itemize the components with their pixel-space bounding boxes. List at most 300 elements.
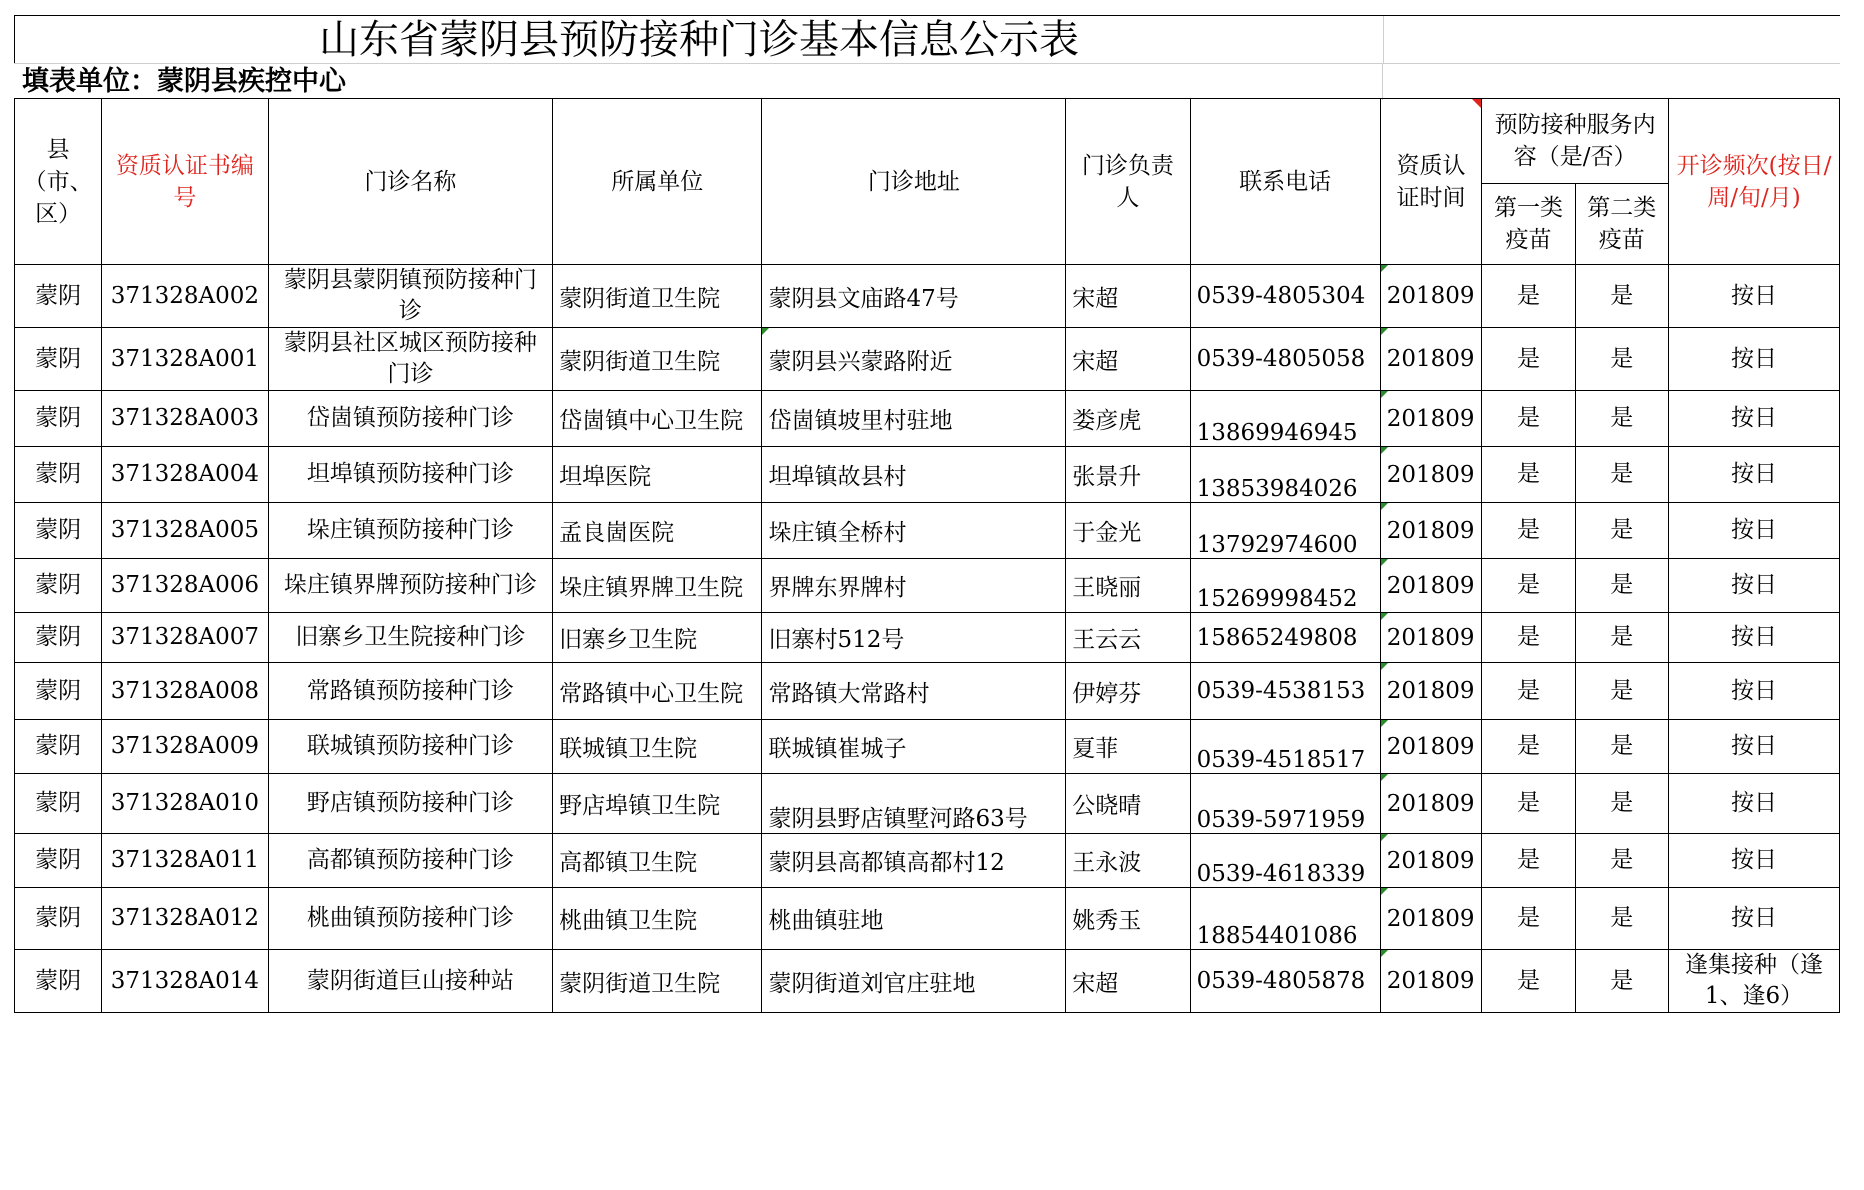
cell-cert-no[interactable] <box>102 503 268 559</box>
cell-head[interactable] <box>1066 328 1190 391</box>
cell-address[interactable] <box>762 559 1066 613</box>
cell-clinic-name[interactable] <box>268 720 553 774</box>
header-row <box>15 99 1840 184</box>
cell-county[interactable] <box>15 663 102 720</box>
cell-frequency-text: 按日 <box>1730 282 1777 309</box>
cell-county-text: 蒙阴 <box>35 905 82 931</box>
cell-head[interactable] <box>1066 559 1190 613</box>
cell-cert-time-text: 201809 <box>1386 847 1475 874</box>
cell-head-text: 宋超 <box>1072 285 1119 312</box>
cell-affiliation[interactable] <box>553 888 762 950</box>
cell-clinic-name[interactable] <box>268 503 553 559</box>
cell-cert-no[interactable] <box>102 265 268 328</box>
cell-phone[interactable] <box>1190 888 1380 950</box>
cell-cert-time[interactable] <box>1380 391 1482 447</box>
cell-frequency[interactable] <box>1668 888 1839 950</box>
cell-address[interactable] <box>762 613 1066 663</box>
cell-county[interactable] <box>15 391 102 447</box>
cell-clinic-name[interactable] <box>268 265 553 328</box>
cell-frequency-text: 按日 <box>1730 790 1777 816</box>
cell-class1-text: 是 <box>1517 790 1540 816</box>
cell-county-text: 蒙阴 <box>35 733 82 759</box>
cell-address[interactable] <box>762 888 1066 950</box>
cell-phone[interactable] <box>1190 447 1380 503</box>
cell-address-text: 常路镇大常路村 <box>768 680 930 707</box>
header-phone[interactable]: 联系电话 <box>1190 99 1380 265</box>
cell-cert-time[interactable] <box>1380 774 1482 834</box>
cell-class1-text: 是 <box>1517 847 1540 873</box>
cell-cert-no-text: 371328A004 <box>110 461 260 487</box>
cell-address-text: 坦埠镇故县村 <box>768 464 907 490</box>
cell-frequency-text: 按日 <box>1730 733 1777 759</box>
cell-phone[interactable] <box>1190 559 1380 613</box>
comment-indicator-icon <box>1381 663 1388 670</box>
cell-frequency-text: 按日 <box>1730 517 1777 543</box>
cell-phone-text: 15269998452 <box>1196 586 1358 612</box>
header-class1[interactable]: 第一类疫苗 <box>1482 184 1575 265</box>
cell-frequency[interactable] <box>1668 503 1839 559</box>
cell-class1-text: 是 <box>1517 517 1540 543</box>
cell-class1[interactable] <box>1482 447 1575 503</box>
cell-cert-no-text: 371328A006 <box>110 572 260 598</box>
cell-frequency[interactable] <box>1668 613 1839 663</box>
cell-county[interactable] <box>15 613 102 663</box>
cell-cert-no-text: 371328A010 <box>110 790 260 816</box>
cell-phone-text: 15865249808 <box>1196 624 1358 651</box>
clinic-table <box>14 98 1840 1013</box>
cell-cert-time[interactable] <box>1380 720 1482 774</box>
cell-county[interactable] <box>15 503 102 559</box>
cell-class2[interactable] <box>1575 834 1668 888</box>
cell-address[interactable] <box>762 774 1066 834</box>
cell-class1[interactable] <box>1482 265 1575 328</box>
cell-head[interactable] <box>1066 663 1190 720</box>
cell-cert-no[interactable] <box>102 391 268 447</box>
cell-frequency[interactable] <box>1668 834 1839 888</box>
cell-address-text: 蒙阴街道刘官庄驻地 <box>768 970 976 997</box>
cell-head-text: 伊婷芬 <box>1072 680 1142 707</box>
cell-head[interactable] <box>1066 834 1190 888</box>
cell-frequency[interactable] <box>1668 328 1839 391</box>
cell-class1[interactable] <box>1482 774 1575 834</box>
table-row <box>15 265 1840 328</box>
cell-address-text: 蒙阴县文庙路47号 <box>768 285 959 312</box>
cell-class2-text: 是 <box>1610 733 1634 759</box>
header-clinic-name[interactable]: 门诊名称 <box>268 99 553 265</box>
cell-clinic-name-text: 蒙阴街道巨山接种站 <box>306 967 514 994</box>
cell-cert-no-text: 371328A008 <box>110 677 260 704</box>
cell-class2[interactable] <box>1575 391 1668 447</box>
cell-affiliation-text: 蒙阴街道卫生院 <box>559 285 721 312</box>
table-row <box>15 559 1840 613</box>
cell-county-text: 蒙阴 <box>35 345 82 372</box>
cell-affiliation-text: 桃曲镇卫生院 <box>559 908 698 934</box>
cell-address-text: 界牌东界牌村 <box>768 575 907 601</box>
cell-head[interactable] <box>1066 720 1190 774</box>
comment-indicator-icon <box>1381 503 1388 510</box>
cell-cert-no-text: 371328A012 <box>110 905 260 931</box>
unit-empty-cell[interactable] <box>1382 64 1840 100</box>
cell-affiliation[interactable] <box>553 950 762 1013</box>
cell-phone[interactable] <box>1190 663 1380 720</box>
cell-county-text: 蒙阴 <box>35 624 82 650</box>
cell-class1[interactable] <box>1482 950 1575 1013</box>
cell-head-text: 张景升 <box>1072 464 1142 490</box>
cell-phone[interactable] <box>1190 328 1380 391</box>
cell-class2[interactable] <box>1575 265 1668 328</box>
cell-address[interactable] <box>762 834 1066 888</box>
cell-frequency-text: 逢集接种（逢1、逢6） <box>1684 952 1823 1009</box>
cell-class1-text: 是 <box>1517 905 1540 931</box>
cell-class1[interactable] <box>1482 613 1575 663</box>
cell-class2-text: 是 <box>1610 572 1634 598</box>
cell-county[interactable] <box>15 774 102 834</box>
cell-class2-text: 是 <box>1610 517 1634 543</box>
cell-cert-no-text: 371328A009 <box>110 733 260 759</box>
cell-class2[interactable] <box>1575 328 1668 391</box>
cell-cert-no[interactable] <box>102 720 268 774</box>
cell-affiliation-text: 岱崮镇中心卫生院 <box>559 408 744 434</box>
cell-head[interactable] <box>1066 265 1190 328</box>
cell-class1-text: 是 <box>1517 677 1540 704</box>
cell-cert-no-text: 371328A002 <box>110 282 260 309</box>
comment-indicator-icon <box>1381 613 1388 620</box>
cell-head-text: 宋超 <box>1072 348 1119 375</box>
cell-address[interactable] <box>762 391 1066 447</box>
cell-clinic-name[interactable] <box>268 391 553 447</box>
cell-cert-no[interactable] <box>102 834 268 888</box>
table-row <box>15 720 1840 774</box>
cell-clinic-name[interactable] <box>268 663 553 720</box>
cell-clinic-name-text: 垛庄镇预防接种门诊 <box>306 517 514 543</box>
cell-frequency[interactable] <box>1668 447 1839 503</box>
cell-cert-time[interactable] <box>1380 888 1482 950</box>
cell-frequency-text: 按日 <box>1730 624 1777 650</box>
cell-affiliation-text: 旧寨乡卫生院 <box>559 627 698 653</box>
comment-marker-icon[interactable] <box>1472 99 1481 108</box>
cell-class2-text: 是 <box>1610 847 1634 873</box>
cell-cert-no[interactable] <box>102 447 268 503</box>
cell-county[interactable] <box>15 265 102 328</box>
cell-class2[interactable] <box>1575 888 1668 950</box>
comment-indicator-icon <box>1381 265 1388 272</box>
cell-cert-time[interactable] <box>1380 950 1482 1013</box>
cell-frequency-text: 按日 <box>1730 905 1777 931</box>
cell-address[interactable] <box>762 447 1066 503</box>
cell-head-text: 王永波 <box>1072 850 1142 876</box>
cell-affiliation-text: 坦埠医院 <box>559 464 652 490</box>
cell-clinic-name[interactable] <box>268 950 553 1013</box>
cell-clinic-name[interactable] <box>268 834 553 888</box>
header-class2[interactable]: 第二类疫苗 <box>1575 184 1668 265</box>
table-row <box>15 328 1840 391</box>
table-row <box>15 503 1840 559</box>
comment-indicator-icon <box>1381 774 1388 781</box>
cell-clinic-name[interactable] <box>268 559 553 613</box>
cell-cert-no-text: 371328A001 <box>110 345 260 372</box>
cell-cert-time[interactable] <box>1380 503 1482 559</box>
cell-frequency[interactable] <box>1668 720 1839 774</box>
cell-affiliation[interactable] <box>553 663 762 720</box>
cell-cert-time[interactable] <box>1380 328 1482 391</box>
cell-address[interactable] <box>762 503 1066 559</box>
cell-cert-no-text: 371328A003 <box>110 405 260 431</box>
cell-phone[interactable] <box>1190 834 1380 888</box>
cell-class2[interactable] <box>1575 613 1668 663</box>
cell-affiliation-text: 高都镇卫生院 <box>559 850 698 876</box>
header-address[interactable]: 门诊地址 <box>762 99 1066 265</box>
cell-clinic-name[interactable] <box>268 888 553 950</box>
cell-affiliation[interactable] <box>553 613 762 663</box>
cell-class1[interactable] <box>1482 328 1575 391</box>
cell-class1-text: 是 <box>1517 624 1540 650</box>
cell-county[interactable] <box>15 950 102 1013</box>
cell-affiliation-text: 蒙阴街道卫生院 <box>559 970 721 997</box>
cell-cert-no-text: 371328A011 <box>110 847 260 873</box>
comment-indicator-icon <box>1381 720 1388 727</box>
title-row <box>14 15 1840 63</box>
cell-affiliation-text: 垛庄镇界牌卫生院 <box>559 575 744 601</box>
cell-affiliation[interactable] <box>553 774 762 834</box>
header-cert-no[interactable]: 资质认证书编号 <box>102 99 268 265</box>
cell-address[interactable] <box>762 328 1066 391</box>
cell-clinic-name-text: 蒙阴县社区城区预防接种门诊 <box>283 330 537 387</box>
cell-head-text: 公晓晴 <box>1072 793 1142 819</box>
cell-affiliation[interactable] <box>553 265 762 328</box>
cell-clinic-name[interactable] <box>268 613 553 663</box>
cell-class1[interactable] <box>1482 559 1575 613</box>
cell-cert-no[interactable] <box>102 888 268 950</box>
cell-county-text: 蒙阴 <box>35 282 82 309</box>
cell-cert-time-text: 201809 <box>1386 283 1475 309</box>
cell-phone-text: 0539-4538153 <box>1196 678 1366 704</box>
cell-affiliation[interactable] <box>553 391 762 447</box>
cell-clinic-name[interactable] <box>268 774 553 834</box>
cell-cert-no[interactable] <box>102 774 268 834</box>
cell-cert-time-text: 201809 <box>1386 517 1475 544</box>
cell-cert-time-text: 201809 <box>1386 572 1475 599</box>
cell-county-text: 蒙阴 <box>35 517 82 543</box>
cell-cert-time-text: 201809 <box>1386 905 1475 932</box>
cell-class2[interactable] <box>1575 447 1668 503</box>
unit-label: 填表单位：蒙阴县疾控中心 <box>22 66 346 97</box>
cell-address[interactable] <box>762 663 1066 720</box>
cell-cert-time[interactable] <box>1380 447 1482 503</box>
comment-indicator-icon <box>762 328 769 335</box>
cell-affiliation[interactable] <box>553 328 762 391</box>
cell-cert-no[interactable] <box>102 950 268 1013</box>
table-row <box>15 447 1840 503</box>
cell-county[interactable] <box>15 328 102 391</box>
cell-affiliation[interactable] <box>553 447 762 503</box>
cell-frequency[interactable] <box>1668 391 1839 447</box>
header-cert-time[interactable] <box>1380 99 1482 265</box>
header-county[interactable]: 县（市、区） <box>15 99 102 265</box>
cell-head-text: 宋超 <box>1072 970 1119 997</box>
cell-cert-no-text: 371328A005 <box>110 517 260 543</box>
cell-address-text: 蒙阴县兴蒙路附近 <box>768 348 953 375</box>
cell-class1-text: 是 <box>1517 733 1540 759</box>
cell-class2-text: 是 <box>1610 461 1634 487</box>
cell-head[interactable] <box>1066 503 1190 559</box>
cell-county[interactable] <box>15 559 102 613</box>
cell-cert-time[interactable] <box>1380 559 1482 613</box>
cell-affiliation[interactable] <box>553 720 762 774</box>
cell-phone[interactable] <box>1190 774 1380 834</box>
cell-frequency-text: 按日 <box>1730 572 1777 598</box>
cell-phone-text: 13792974600 <box>1196 532 1358 558</box>
cell-affiliation[interactable] <box>553 503 762 559</box>
cell-affiliation-text: 常路镇中心卫生院 <box>559 680 744 707</box>
cell-phone-text: 0539-4618339 <box>1196 861 1366 887</box>
cell-county-text: 蒙阴 <box>35 405 82 431</box>
comment-indicator-icon <box>1381 559 1388 566</box>
table-row <box>15 888 1840 950</box>
cell-cert-no-text: 371328A007 <box>110 624 260 650</box>
cell-phone-text: 13853984026 <box>1196 476 1358 502</box>
cell-county-text: 蒙阴 <box>35 677 82 704</box>
cell-clinic-name-text: 桃曲镇预防接种门诊 <box>306 905 514 931</box>
cell-phone-text: 18854401086 <box>1196 923 1358 949</box>
cell-head-text: 娄彦虎 <box>1072 408 1142 434</box>
cell-class1[interactable] <box>1482 720 1575 774</box>
cell-class1[interactable] <box>1482 834 1575 888</box>
header-service-group[interactable]: 预防接种服务内容（是/否） <box>1482 99 1669 184</box>
cell-phone[interactable] <box>1190 265 1380 328</box>
cell-class2[interactable] <box>1575 950 1668 1013</box>
cell-class2[interactable] <box>1575 720 1668 774</box>
page-title: 山东省蒙阴县预防接种门诊基本信息公示表 <box>319 17 1079 63</box>
cell-frequency[interactable] <box>1668 265 1839 328</box>
cell-frequency-text: 按日 <box>1730 677 1777 704</box>
cell-address-text: 桃曲镇驻地 <box>768 908 884 934</box>
cell-clinic-name-text: 常路镇预防接种门诊 <box>306 677 514 704</box>
cell-class1[interactable] <box>1482 663 1575 720</box>
cell-cert-time-text: 201809 <box>1386 461 1475 488</box>
cell-frequency[interactable] <box>1668 559 1839 613</box>
cell-cert-time-text: 201809 <box>1386 624 1475 651</box>
cell-phone[interactable] <box>1190 950 1380 1013</box>
cell-frequency[interactable] <box>1668 774 1839 834</box>
cell-affiliation[interactable] <box>553 559 762 613</box>
cell-head[interactable] <box>1066 613 1190 663</box>
cell-clinic-name[interactable] <box>268 447 553 503</box>
cell-affiliation-text: 孟良崮医院 <box>559 520 675 546</box>
cell-county-text: 蒙阴 <box>35 790 82 816</box>
cell-clinic-name-text: 垛庄镇界牌预防接种门诊 <box>283 572 537 598</box>
cell-cert-time[interactable] <box>1380 663 1482 720</box>
cell-class2[interactable] <box>1575 503 1668 559</box>
cell-class2-text: 是 <box>1610 967 1634 994</box>
cell-head-text: 姚秀玉 <box>1072 908 1142 934</box>
cell-county[interactable] <box>15 888 102 950</box>
cell-phone[interactable] <box>1190 391 1380 447</box>
cell-frequency-text: 按日 <box>1730 461 1777 487</box>
cell-head[interactable] <box>1066 391 1190 447</box>
cell-affiliation-text: 联城镇卫生院 <box>559 736 698 762</box>
cell-cert-no[interactable] <box>102 328 268 391</box>
title-empty-cell[interactable] <box>1383 16 1841 64</box>
cell-cert-time[interactable] <box>1380 834 1482 888</box>
cell-head-text: 王晓丽 <box>1072 575 1142 601</box>
header-head[interactable]: 门诊负责人 <box>1066 99 1190 265</box>
cell-frequency[interactable] <box>1668 950 1839 1013</box>
comment-indicator-icon <box>1381 888 1388 895</box>
header-affiliation[interactable]: 所属单位 <box>553 99 762 265</box>
cell-class2-text: 是 <box>1610 405 1634 431</box>
header-frequency[interactable]: 开诊频次(按日/周/旬/月) <box>1668 99 1839 265</box>
cell-address[interactable] <box>762 265 1066 328</box>
cell-class2-text: 是 <box>1610 624 1634 650</box>
cell-address[interactable] <box>762 720 1066 774</box>
table-row <box>15 950 1840 1013</box>
cell-class1[interactable] <box>1482 391 1575 447</box>
cell-cert-no[interactable] <box>102 559 268 613</box>
cell-head[interactable] <box>1066 888 1190 950</box>
cell-phone[interactable] <box>1190 613 1380 663</box>
cell-phone[interactable] <box>1190 503 1380 559</box>
cell-cert-no-text: 371328A014 <box>110 967 260 994</box>
table-row <box>15 774 1840 834</box>
cell-cert-no[interactable] <box>102 663 268 720</box>
cell-clinic-name[interactable] <box>268 328 553 391</box>
cell-clinic-name-text: 旧寨乡卫生院接种门诊 <box>295 624 526 650</box>
cell-cert-time[interactable] <box>1380 613 1482 663</box>
cell-cert-time-text: 201809 <box>1386 405 1475 432</box>
cell-affiliation[interactable] <box>553 834 762 888</box>
table-row <box>15 613 1840 663</box>
comment-indicator-icon <box>1381 328 1388 335</box>
cell-clinic-name-text: 联城镇预防接种门诊 <box>306 733 514 759</box>
cell-county-text: 蒙阴 <box>35 847 82 873</box>
cell-class1-text: 是 <box>1517 405 1540 431</box>
comment-indicator-icon <box>1381 950 1388 957</box>
cell-class1[interactable] <box>1482 503 1575 559</box>
cell-clinic-name-text: 蒙阴县蒙阴镇预防接种门诊 <box>283 267 537 324</box>
cell-class2[interactable] <box>1575 774 1668 834</box>
cell-head-text: 王云云 <box>1072 627 1142 653</box>
table-row <box>15 391 1840 447</box>
comment-indicator-icon <box>1381 834 1388 841</box>
cell-county[interactable] <box>15 447 102 503</box>
table-row <box>15 834 1840 888</box>
cell-head[interactable] <box>1066 950 1190 1013</box>
cell-county-text: 蒙阴 <box>35 967 82 994</box>
cell-address-text: 蒙阴县野店镇墅河路63号 <box>768 806 1028 832</box>
cell-cert-time[interactable] <box>1380 265 1482 328</box>
cell-class1[interactable] <box>1482 888 1575 950</box>
cell-clinic-name-text: 野店镇预防接种门诊 <box>306 790 514 816</box>
cell-address-text: 旧寨村512号 <box>768 627 905 653</box>
cell-cert-time-text: 201809 <box>1386 790 1475 817</box>
cell-head-text: 夏菲 <box>1072 736 1119 762</box>
cell-county[interactable] <box>15 834 102 888</box>
cell-class2[interactable] <box>1575 559 1668 613</box>
cell-class1-text: 是 <box>1517 572 1540 598</box>
cell-address[interactable] <box>762 950 1066 1013</box>
cell-county[interactable] <box>15 720 102 774</box>
comment-indicator-icon <box>1381 447 1388 454</box>
cell-cert-no[interactable] <box>102 613 268 663</box>
cell-head[interactable] <box>1066 774 1190 834</box>
cell-frequency[interactable] <box>1668 663 1839 720</box>
cell-class1-text: 是 <box>1517 345 1540 372</box>
cell-class2[interactable] <box>1575 663 1668 720</box>
cell-phone[interactable] <box>1190 720 1380 774</box>
cell-head[interactable] <box>1066 447 1190 503</box>
cell-county-text: 蒙阴 <box>35 461 82 487</box>
cell-frequency-text: 按日 <box>1730 345 1777 372</box>
